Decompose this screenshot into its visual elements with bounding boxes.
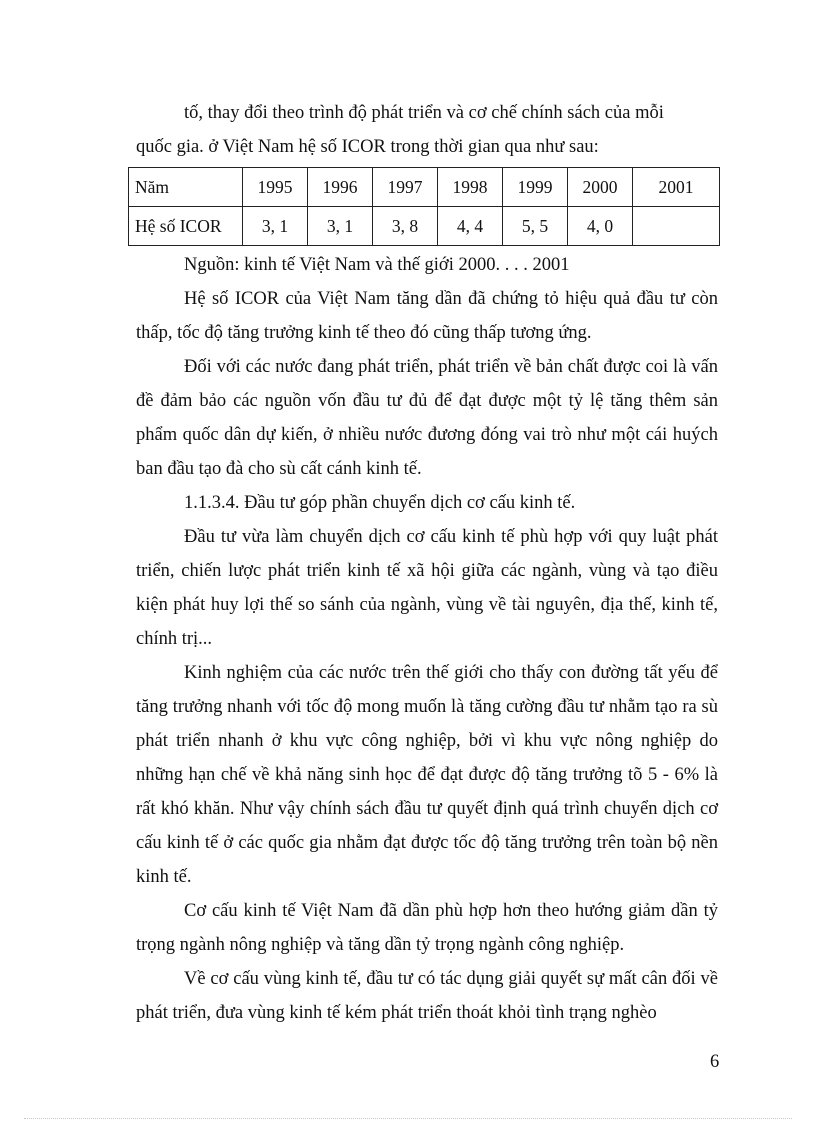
- year-cell: 2000: [568, 168, 633, 207]
- section-heading-1-1-3-4: 1.1.3.4. Đầu tư góp phần chuyển dịch cơ cấu kinh tế.: [184, 493, 576, 513]
- year-cell: 1996: [308, 168, 373, 207]
- row-header-icor: Hệ số ICOR: [129, 207, 243, 246]
- paragraph-world-experience: Kinh nghiệm của các nước trên thế giới cho thấy con đường tất yếu để tăng trưởng nhanh với tốc độ mong muốn là tăng cường đầu tư nhằm tạo ra sù phát triển nhanh ở khu vực công nghiệp, bởi vì khu vực nông nghiệp do những hạn chế về khả năng sinh học để đạt được độ tăng trưởng tõ 5 - 6% là rất khó khăn. Như vậy chính sách đầu tư quyết định quá trình chuyển dịch cơ cấu kinh tế ở các quốc gia nhằm đạt được tốc độ tăng trưởng trên toàn bộ nền kinh tế.: [136, 663, 718, 887]
- year-cell: 2001: [633, 168, 720, 207]
- table-row-years: [129, 168, 720, 207]
- paragraph-icor-conclusion: Hệ số ICOR của Việt Nam tăng dần đã chứng tỏ hiệu quả đầu tư còn thấp, tốc độ tăng trưởng kinh tế theo đó cũng thấp tương ứng.: [136, 289, 718, 343]
- year-cell: 1999: [503, 168, 568, 207]
- year-cell: 1998: [438, 168, 503, 207]
- row-header-year: Năm: [129, 168, 243, 207]
- year-cell: 1997: [373, 168, 438, 207]
- table-source: Nguồn: kinh tế Việt Nam và thế giới 2000. . . . 2001: [184, 255, 570, 275]
- icor-value-cell: 5, 5: [503, 207, 568, 246]
- icor-value-cell: 3, 1: [243, 207, 308, 246]
- icor-value-cell: 3, 8: [373, 207, 438, 246]
- intro-line-1: tố, thay đổi theo trình độ phát triển và cơ chế chính sách của mỗi: [184, 103, 664, 123]
- icor-value-cell: 4, 0: [568, 207, 633, 246]
- page-number: 6: [710, 1052, 720, 1072]
- icor-value-cell: [633, 207, 720, 246]
- paragraph-vietnam-structure: Cơ cấu kinh tế Việt Nam đã dần phù hợp hơn theo hướng giảm dần tỷ trọng ngành nông nghiệp và tăng dần tỷ trọng ngành công nghiệp.: [136, 901, 718, 955]
- footer-divider: [24, 1118, 792, 1119]
- paragraph-structural-shift: Đầu tư vừa làm chuyển dịch cơ cấu kinh tế phù hợp với quy luật phát triển, chiến lược phát triển kinh tế xã hội giữa các ngành, vùng và tạo điều kiện phát huy lợi thế so sánh của ngành, vùng về tài nguyên, địa thế, kinh tế, chính trị...: [136, 527, 718, 649]
- paragraph-developing-countries: Đối với các nước đang phát triển, phát triển về bản chất được coi là vấn đề đảm bảo các nguồn vốn đầu tư đủ để đạt được một tỷ lệ tăng thêm sản phẩm quốc dân dự kiến, ở nhiều nước đương đóng vai trò như một cái huých ban đầu tạo đà cho sù cất cánh kinh tế.: [136, 357, 718, 479]
- table-row-icor: [129, 207, 720, 246]
- paragraph-regional-structure: Về cơ cấu vùng kinh tế, đầu tư có tác dụng giải quyết sự mất cân đối về phát triển, đưa vùng kinh tế kém phát triển thoát khỏi tình trạng nghèo: [136, 969, 718, 1023]
- intro-line-2: quốc gia. ở Việt Nam hệ số ICOR trong thời gian qua như sau:: [136, 137, 599, 157]
- icor-table: [128, 167, 720, 246]
- icor-value-cell: 3, 1: [308, 207, 373, 246]
- page-body: [136, 96, 718, 1030]
- year-cell: 1995: [243, 168, 308, 207]
- icor-value-cell: 4, 4: [438, 207, 503, 246]
